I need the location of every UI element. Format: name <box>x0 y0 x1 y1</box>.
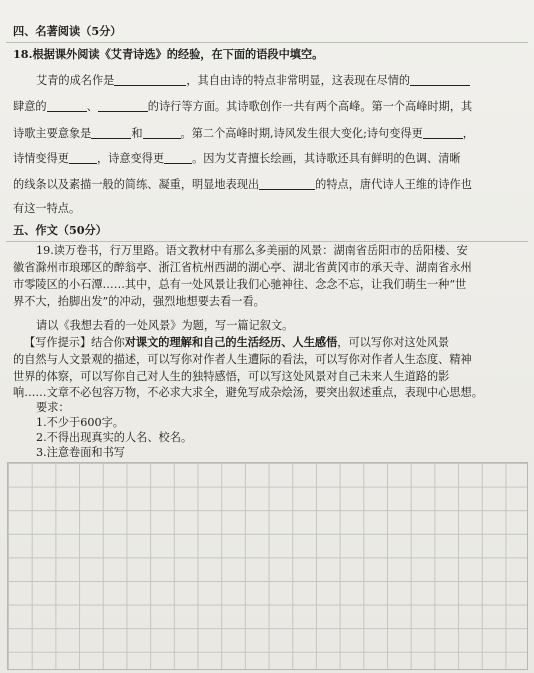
blank-answer[interactable] <box>410 74 470 86</box>
writing-tip-line: 【写作提示】结合你对课文的理解和自己的生活经历、人生感悟，可以写你对这处风景 <box>24 335 450 349</box>
requirement-item: 2.不得出现真实的人名、校名。 <box>36 431 193 444</box>
writing-tip-label: 【写作提示】 <box>24 336 92 349</box>
paragraph-line: 有这一特点。 <box>13 202 81 215</box>
question-18: 18.根据课外阅读《艾青诗选》的经验，在下面的语段中填空。 <box>13 47 324 61</box>
paragraph-line: 诗歌主要意象是 和 。第二个高峰时期,诗风发生很大变化;诗句变得更 ， <box>13 127 474 140</box>
essay-prompt: 请以《我想去看的一处风景》为题，写一篇记叙文。 <box>36 319 294 332</box>
blank-answer[interactable] <box>143 127 181 139</box>
q19-line: 徽省滁州市琅琊区的醉翁亭、浙江省杭州西湖的湖心亭、湖北省黄冈市的承天寺、湖南省永州 <box>13 261 472 274</box>
paragraph-line: 艾青的成名作是 ，其自由诗的特点非常明显，这表现在尽情的 <box>36 73 470 88</box>
paragraph-line: 诗情变得更 ，诗意变得更 。因为艾青擅长绘画，其诗歌还具有鲜明的色调、清晰 <box>13 152 461 165</box>
blank-answer[interactable] <box>423 127 463 139</box>
section-divider <box>6 241 528 242</box>
q19-line: 市零陵区的小石潭……其中，总有一处风景让我们心驰神往、念念不忘，让我们萌生一种“世 <box>13 278 467 291</box>
section-divider <box>6 42 528 43</box>
q19-line: 19.读万卷书，行万里路。语文教材中有那么多美丽的风景：湖南省岳阳市的岳阳楼、安 <box>36 244 468 257</box>
section5-title: 五、作文（50分） <box>13 223 107 237</box>
requirement-item: 1.不少于600字。 <box>36 416 124 429</box>
essay-writing-grid[interactable] <box>7 462 528 670</box>
paragraph-line: 的线条以及素描一般的简练、凝重，明显地表现出 的特点，唐代诗人王维的诗作也 <box>13 178 472 191</box>
blank-answer[interactable] <box>98 100 148 112</box>
requirement-item: 3.注意卷面和书写 <box>36 446 125 459</box>
blank-answer[interactable] <box>69 152 97 164</box>
blank-answer[interactable] <box>114 74 186 86</box>
writing-tip-line: 响……文章不必包容万物，不必求大求全，避免写成杂烩汤，要突出叙述重点，表现中心思想。 <box>13 386 483 399</box>
writing-tip-line: 世界的体察，可以写你自己对人生的独特感悟，可以写这处风景对自己未来人生道路的影 <box>13 370 450 383</box>
requirements-label: 要求： <box>36 401 70 414</box>
section4-title: 四、名著阅读（5分） <box>13 24 122 38</box>
blank-answer[interactable] <box>259 178 315 190</box>
paragraph-line: 肆意的 、 的诗行等方面。其诗歌创作一共有两个高峰。第一个高峰时期，其 <box>13 100 473 113</box>
blank-answer[interactable] <box>91 127 131 139</box>
blank-answer[interactable] <box>164 152 192 164</box>
q19-line: 界不大，抬脚出发”的冲动，强烈地想要去看一看。 <box>13 295 265 308</box>
blank-answer[interactable] <box>47 100 87 112</box>
writing-tip-line: 的自然与人文景观的描述，可以写你对作者人生遭际的看法，可以写你对作者人生态度、精神 <box>13 353 472 366</box>
